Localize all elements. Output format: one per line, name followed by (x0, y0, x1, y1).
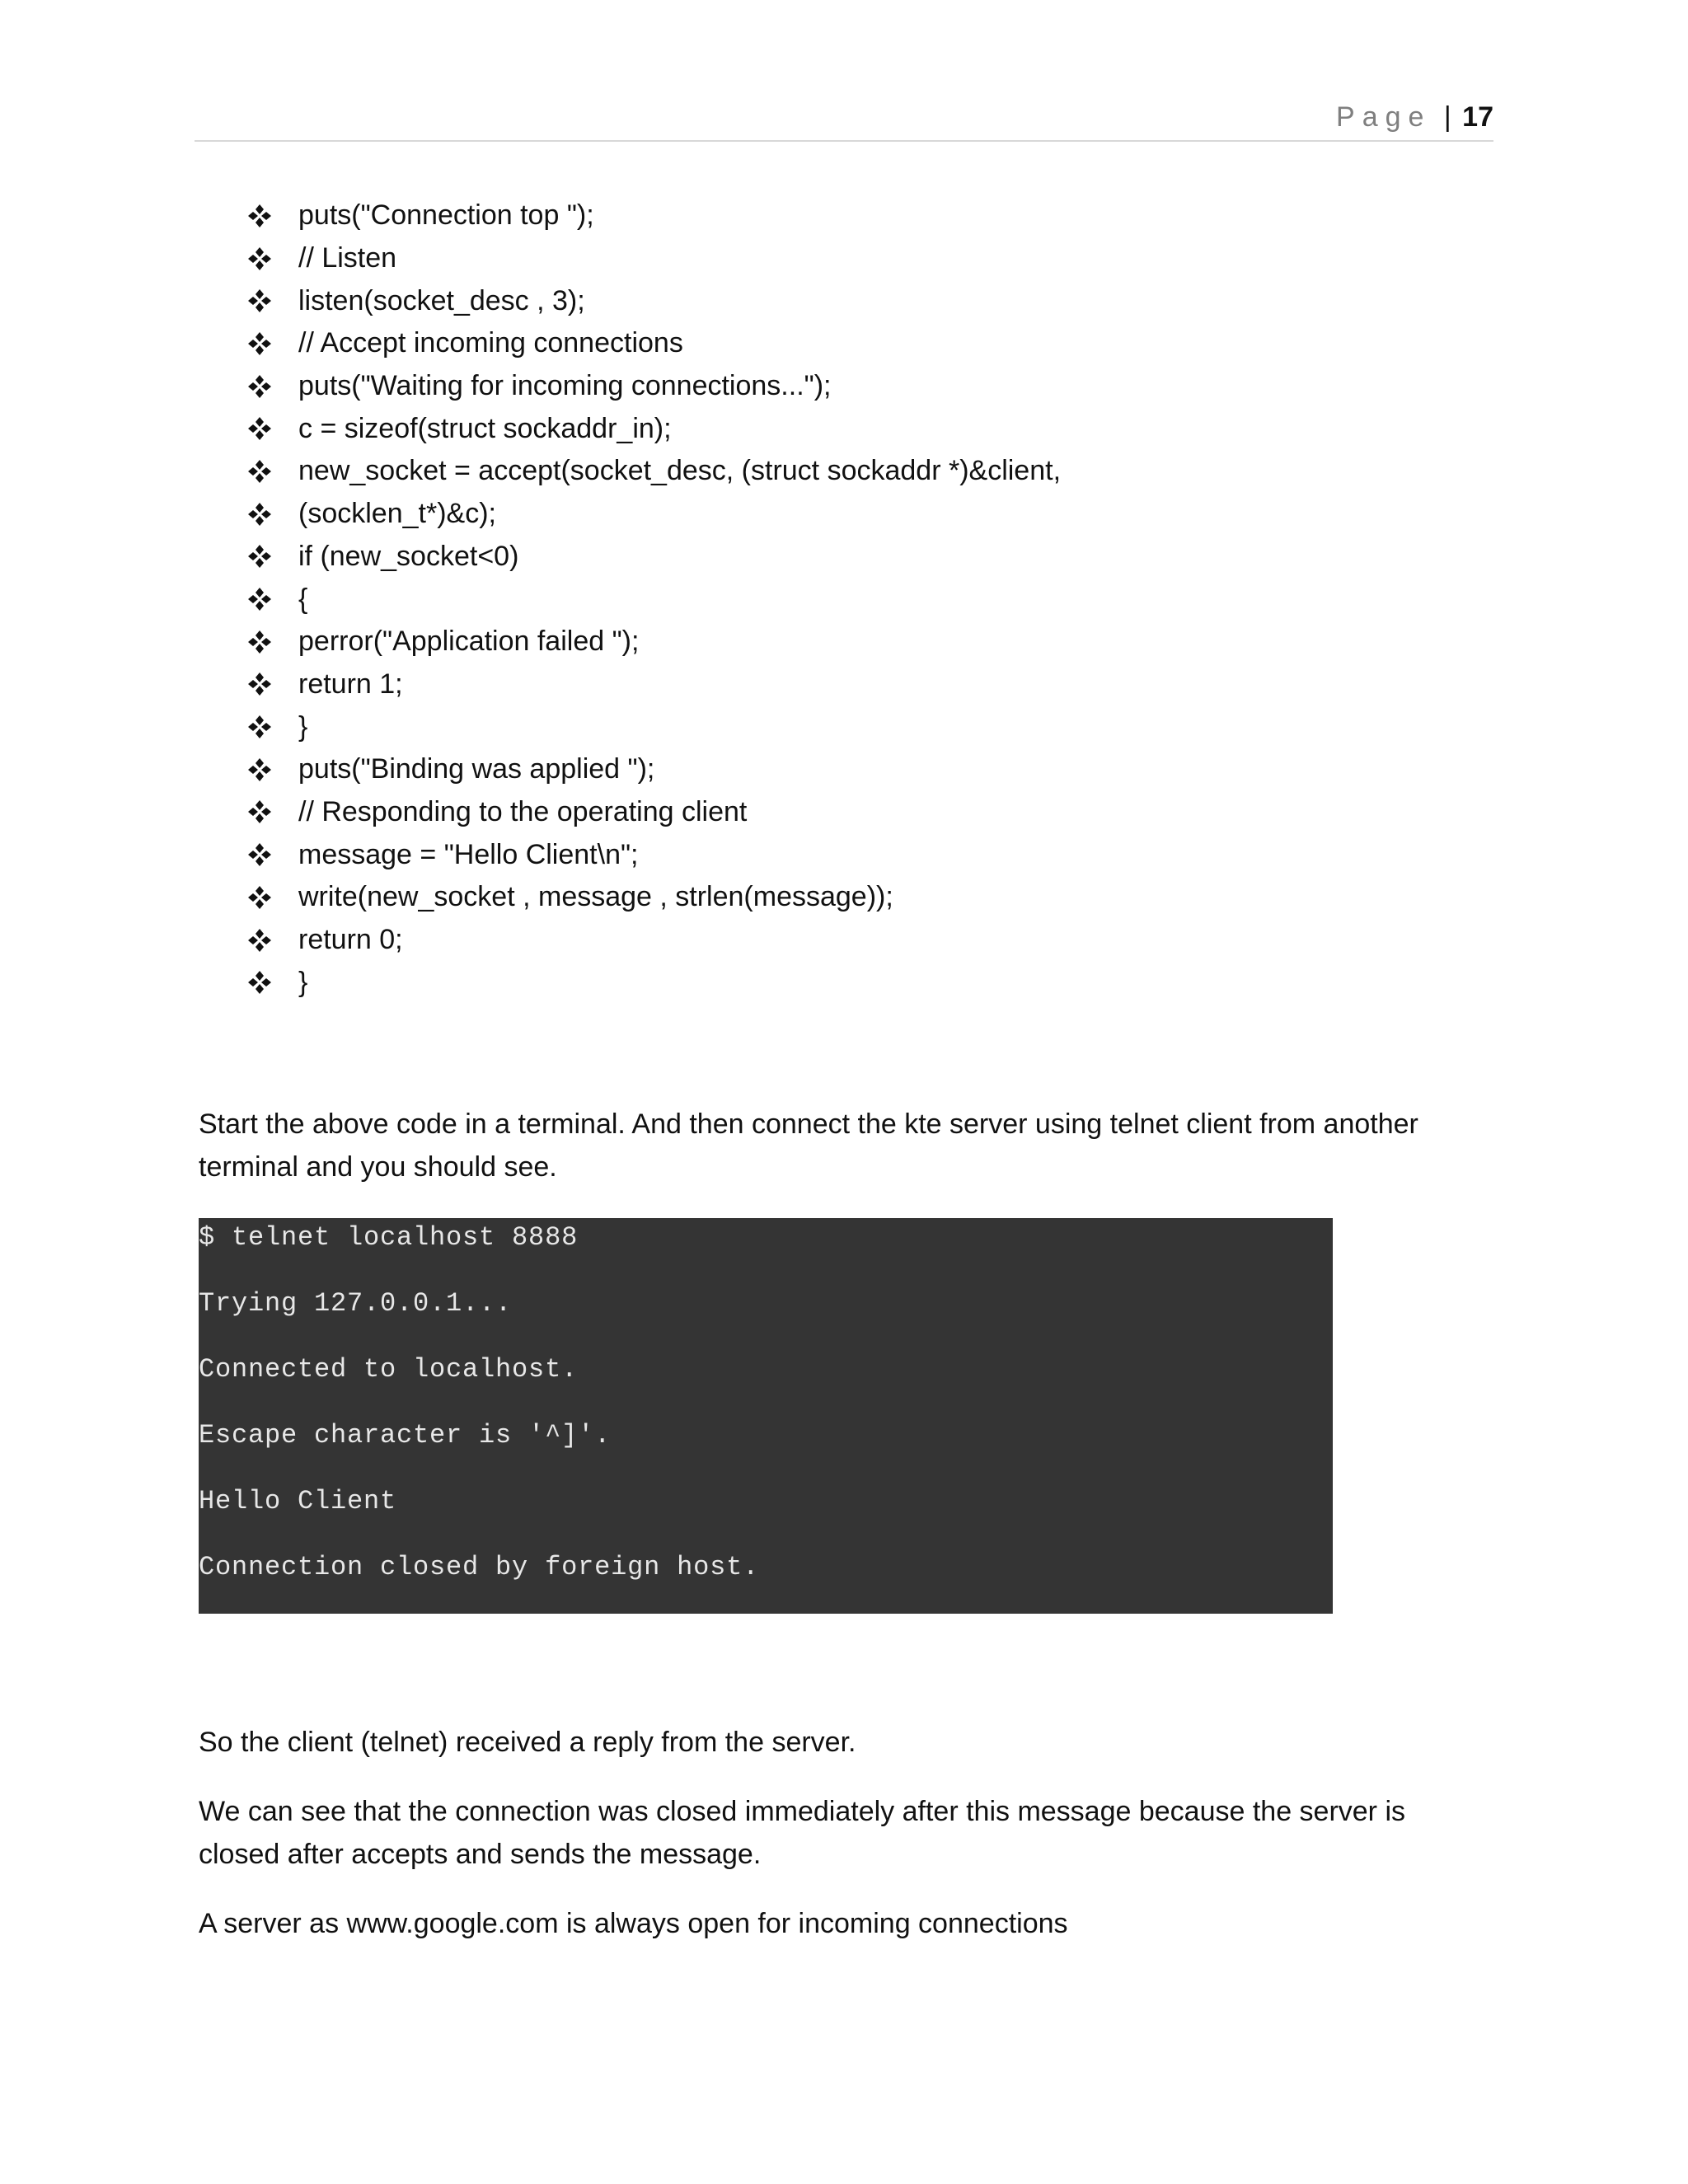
four-diamond-bullet-icon (247, 757, 298, 782)
four-diamond-bullet-icon (247, 672, 298, 696)
connection-closed-paragraph: We can see that the connection was closed immediately after this message because the server is closed after accepts and sends the message. (199, 1796, 1406, 1870)
four-diamond-bullet-icon (247, 842, 298, 867)
code-line (247, 663, 1061, 706)
terminal-line: Escape character is '^]'. (199, 1420, 612, 1451)
four-diamond-bullet-icon (247, 799, 298, 824)
code-line (247, 791, 1061, 834)
code-line-text: write(new_socket , message , strlen(message)); (298, 881, 893, 913)
code-line-text: } (298, 966, 308, 998)
server-paragraph: A server as www.google.com is always open for incoming connections (199, 1908, 1068, 1939)
code-line-text: (socklen_t*)&c); (298, 498, 496, 530)
code-line (247, 365, 1061, 408)
page-separator: | (1443, 101, 1451, 133)
code-line-text: // Listen (298, 242, 397, 274)
page-word: Page (1336, 101, 1432, 133)
four-diamond-bullet-icon (247, 630, 298, 654)
code-line-text: // Accept incoming connections (298, 327, 683, 359)
code-line (247, 833, 1061, 876)
code-line-text: // Responding to the operating client (298, 795, 748, 827)
code-line-text: c = sizeof(struct sockaddr_in); (298, 412, 672, 444)
code-line-text: puts("Binding was applied "); (298, 753, 655, 785)
terminal-line: Hello Client (199, 1486, 397, 1516)
code-line (247, 279, 1061, 322)
code-line (247, 919, 1061, 962)
code-line (247, 493, 1061, 536)
code-line-text: puts("Waiting for incoming connections..."); (298, 370, 832, 402)
code-line (247, 876, 1061, 919)
code-line-text: { (298, 583, 308, 615)
four-diamond-bullet-icon (247, 715, 298, 739)
code-line (247, 450, 1061, 493)
code-line-text: return 1; (298, 668, 403, 700)
four-diamond-bullet-icon (247, 587, 298, 612)
code-line (247, 407, 1061, 450)
code-line-text: return 0; (298, 924, 403, 956)
code-line (247, 578, 1061, 621)
four-diamond-bullet-icon (247, 374, 298, 399)
four-diamond-bullet-icon (247, 928, 298, 953)
page-number: 17 (1462, 101, 1493, 133)
code-line-text: puts("Connection top "); (298, 199, 594, 232)
reply-paragraph: So the client (telnet) received a reply from the server. (199, 1727, 856, 1758)
four-diamond-bullet-icon (247, 459, 298, 484)
four-diamond-bullet-icon (247, 885, 298, 910)
code-line (247, 536, 1061, 579)
code-line (247, 621, 1061, 663)
four-diamond-bullet-icon (247, 544, 298, 569)
code-line-text: message = "Hello Client\n"; (298, 838, 639, 870)
code-listing (247, 194, 1061, 1004)
four-diamond-bullet-icon (247, 246, 298, 271)
four-diamond-bullet-icon (247, 331, 298, 356)
terminal-line: Trying 127.0.0.1... (199, 1288, 513, 1319)
page-number-label (1336, 101, 1493, 134)
code-line-text: listen(socket_desc , 3); (298, 284, 585, 316)
code-line (247, 705, 1061, 748)
terminal-line: Connection closed by foreign host. (199, 1552, 760, 1582)
terminal-line: $ telnet localhost 8888 (199, 1222, 579, 1253)
four-diamond-bullet-icon (247, 416, 298, 441)
page-header (195, 97, 1493, 142)
four-diamond-bullet-icon (247, 288, 298, 313)
code-line (247, 748, 1061, 791)
code-line (247, 322, 1061, 365)
code-line (247, 194, 1061, 237)
code-line-text: new_socket = accept(socket_desc, (struct sockaddr *)&client, (298, 455, 1062, 487)
code-line-text: perror("Application failed "); (298, 626, 640, 658)
terminal-output (199, 1218, 1333, 1614)
four-diamond-bullet-icon (247, 502, 298, 527)
four-diamond-bullet-icon (247, 970, 298, 995)
terminal-line: Connected to localhost. (199, 1354, 579, 1385)
four-diamond-bullet-icon (247, 204, 298, 228)
code-line-text: } (298, 710, 308, 743)
code-line (247, 961, 1061, 1004)
intro-paragraph: Start the above code in a terminal. And then connect the kte server using telnet client from another terminal and you should see. (199, 1108, 1418, 1183)
code-line (247, 237, 1061, 280)
code-line-text: if (new_socket<0) (298, 540, 519, 572)
